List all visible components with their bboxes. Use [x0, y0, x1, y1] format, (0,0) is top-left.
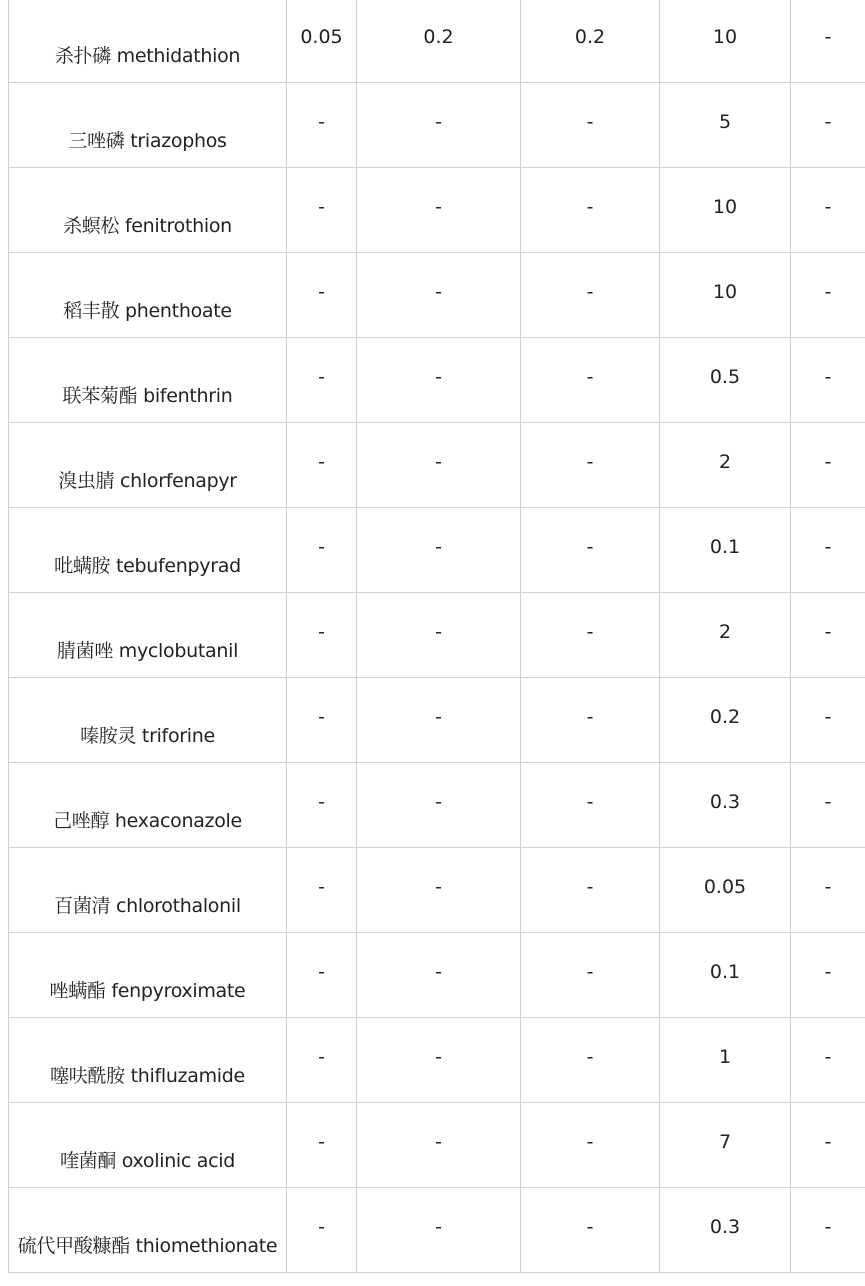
- limit-value-cell: -: [521, 933, 660, 1018]
- limit-value-cell: -: [287, 763, 357, 848]
- limit-value-cell: -: [357, 1188, 521, 1273]
- table-row: [9, 423, 865, 508]
- limit-value-cell: 0.2: [660, 678, 791, 763]
- table-row: [9, 1188, 865, 1273]
- limit-value-cell: -: [521, 423, 660, 508]
- limit-value-cell: -: [791, 338, 865, 423]
- limit-value-cell: -: [521, 508, 660, 593]
- pesticide-name-cell: 联苯菊酯 bifenthrin: [9, 338, 287, 423]
- pesticide-name-cell: 吡螨胺 tebufenpyrad: [9, 508, 287, 593]
- limit-value-cell: -: [357, 678, 521, 763]
- limit-value-cell: 10: [660, 168, 791, 253]
- limit-value-cell: -: [287, 848, 357, 933]
- limit-value-cell: -: [791, 1188, 865, 1273]
- limit-value-cell: -: [521, 848, 660, 933]
- limit-value-cell: -: [357, 508, 521, 593]
- limit-value-cell: -: [521, 763, 660, 848]
- limit-value-cell: -: [357, 763, 521, 848]
- limit-value-cell: -: [357, 848, 521, 933]
- limit-value-cell: 0.1: [660, 933, 791, 1018]
- table-row: [9, 168, 865, 253]
- table-row: [9, 338, 865, 423]
- limit-value-cell: -: [357, 423, 521, 508]
- pesticide-name-cell: 己唑醇 hexaconazole: [9, 763, 287, 848]
- limit-value-cell: -: [357, 83, 521, 168]
- limit-value-cell: -: [521, 593, 660, 678]
- limit-value-cell: -: [521, 83, 660, 168]
- limit-value-cell: 7: [660, 1103, 791, 1188]
- table-row: [9, 508, 865, 593]
- limit-value-cell: 0.3: [660, 763, 791, 848]
- limit-value-cell: 0.1: [660, 508, 791, 593]
- pesticide-name-cell: 稻丰散 phenthoate: [9, 253, 287, 338]
- pesticide-name-cell: 三唑磷 triazophos: [9, 83, 287, 168]
- limit-value-cell: -: [287, 253, 357, 338]
- pesticide-name-cell: 喹菌酮 oxolinic acid: [9, 1103, 287, 1188]
- limit-value-cell: -: [357, 338, 521, 423]
- limit-value-cell: -: [791, 678, 865, 763]
- limit-value-cell: 2: [660, 593, 791, 678]
- limit-value-cell: -: [791, 83, 865, 168]
- table-row: [9, 253, 865, 338]
- limit-value-cell: -: [357, 593, 521, 678]
- table-row: [9, 83, 865, 168]
- limit-value-cell: 2: [660, 423, 791, 508]
- pesticide-name-cell: 噻呋酰胺 thifluzamide: [9, 1018, 287, 1103]
- limit-value-cell: -: [791, 253, 865, 338]
- residue-limit-table: [8, 0, 865, 1273]
- limit-value-cell: -: [521, 253, 660, 338]
- limit-value-cell: -: [357, 1103, 521, 1188]
- limit-value-cell: 5: [660, 83, 791, 168]
- limit-value-cell: -: [287, 338, 357, 423]
- pesticide-name-cell: 嗪胺灵 triforine: [9, 678, 287, 763]
- limit-value-cell: -: [791, 508, 865, 593]
- pesticide-name-cell: 硫代甲酸糠酯 thiomethionate: [9, 1188, 287, 1273]
- table-row: [9, 848, 865, 933]
- limit-value-cell: -: [287, 1188, 357, 1273]
- limit-value-cell: -: [791, 933, 865, 1018]
- table-body: [9, 0, 865, 1273]
- table-row: [9, 0, 865, 83]
- table-row: [9, 678, 865, 763]
- limit-value-cell: -: [521, 1188, 660, 1273]
- limit-value-cell: -: [287, 1018, 357, 1103]
- limit-value-cell: -: [357, 933, 521, 1018]
- pesticide-name-cell: 唑螨酯 fenpyroximate: [9, 933, 287, 1018]
- table-row: [9, 593, 865, 678]
- limit-value-cell: -: [287, 593, 357, 678]
- limit-value-cell: -: [791, 593, 865, 678]
- limit-value-cell: -: [287, 168, 357, 253]
- limit-value-cell: -: [521, 338, 660, 423]
- limit-value-cell: -: [357, 1018, 521, 1103]
- limit-value-cell: -: [791, 848, 865, 933]
- table-row: [9, 1103, 865, 1188]
- table-row: [9, 1018, 865, 1103]
- limit-value-cell: 1: [660, 1018, 791, 1103]
- limit-value-cell: 0.2: [521, 0, 660, 83]
- limit-value-cell: -: [521, 1018, 660, 1103]
- limit-value-cell: -: [791, 1103, 865, 1188]
- limit-value-cell: 0.05: [287, 0, 357, 83]
- limit-value-cell: -: [521, 168, 660, 253]
- limit-value-cell: 10: [660, 253, 791, 338]
- limit-value-cell: 0.5: [660, 338, 791, 423]
- pesticide-name-cell: 溴虫腈 chlorfenapyr: [9, 423, 287, 508]
- limit-value-cell: -: [287, 83, 357, 168]
- limit-value-cell: 0.3: [660, 1188, 791, 1273]
- limit-value-cell: -: [521, 1103, 660, 1188]
- pesticide-name-cell: 杀扑磷 methidathion: [9, 0, 287, 83]
- limit-value-cell: -: [791, 763, 865, 848]
- limit-value-cell: -: [521, 678, 660, 763]
- limit-value-cell: -: [791, 168, 865, 253]
- limit-value-cell: 0.05: [660, 848, 791, 933]
- limit-value-cell: -: [287, 933, 357, 1018]
- pesticide-name-cell: 百菌清 chlorothalonil: [9, 848, 287, 933]
- table-row: [9, 763, 865, 848]
- pesticide-name-cell: 杀螟松 fenitrothion: [9, 168, 287, 253]
- limit-value-cell: 10: [660, 0, 791, 83]
- limit-value-cell: -: [357, 168, 521, 253]
- limit-value-cell: -: [791, 1018, 865, 1103]
- limit-value-cell: 0.2: [357, 0, 521, 83]
- limit-value-cell: -: [287, 678, 357, 763]
- limit-value-cell: -: [357, 253, 521, 338]
- limit-value-cell: -: [287, 508, 357, 593]
- table-row: [9, 933, 865, 1018]
- limit-value-cell: -: [287, 1103, 357, 1188]
- limit-value-cell: -: [287, 423, 357, 508]
- limit-value-cell: -: [791, 0, 865, 83]
- limit-value-cell: -: [791, 423, 865, 508]
- pesticide-name-cell: 腈菌唑 myclobutanil: [9, 593, 287, 678]
